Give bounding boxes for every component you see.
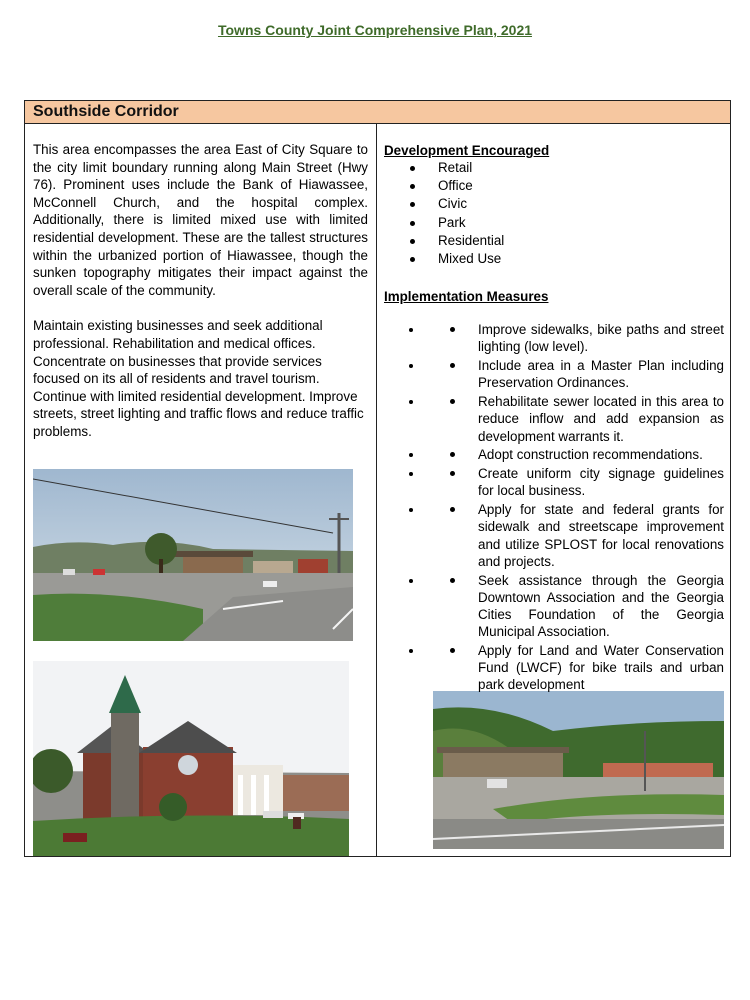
- list-item: Retail: [384, 159, 724, 177]
- plan-table: [24, 100, 731, 857]
- recommendations-paragraph: Maintain existing businesses and seek additional professional. Rehabilitation and medical offices. Concentrate on businesses that provide services focused on its all of residents and travel tourism. Continue with limited residential development. Improve streets, street lighting and traffic flows and reduce traffic problems.: [33, 318, 364, 439]
- column-divider: [376, 124, 377, 856]
- area-description: This area encompasses the area East of City Square to the city limit boundary running along Main Street (Hwy 76). Prominent uses include the Bank of Hiawassee, McConnell Church, and the hospital complex. Additionally, there is limited mixed use with limited residential development. These are the tallest structures within the urbanized portion of Hiawassee, though the sunken topography mitigates their impact against the overall scale of the community.: [33, 142, 368, 298]
- bullet-icon: [450, 452, 455, 457]
- section-title: Southside Corridor: [33, 103, 179, 120]
- list-item: • Seek assistance through the Georgia Downtown Association and the Georgia Cities Foundation of the Georgia Municipal Association.: [424, 572, 724, 641]
- bullet-icon: [410, 184, 415, 189]
- bullet-icon: [410, 239, 415, 244]
- commercial-strip-photo: [433, 691, 724, 849]
- bullet-icon: [410, 202, 415, 207]
- list-item: • Rehabilitate sewer located in this area to reduce inflow and add expansion as development warrants it.: [424, 393, 724, 445]
- list-item: Mixed Use: [384, 250, 724, 268]
- bullet-icon: [450, 507, 455, 512]
- bullet-icon: [450, 327, 455, 332]
- document-header: Towns County Joint Comprehensive Plan, 2021: [217, 22, 533, 38]
- bullet-icon: [450, 399, 455, 404]
- bullet-icon: [450, 363, 455, 368]
- implementation-heading: Implementation Measures: [384, 289, 549, 305]
- bullet-icon: [450, 578, 455, 583]
- list-item: • Adopt construction recommendations.: [424, 446, 724, 463]
- section-title-bar: [25, 101, 730, 124]
- street-intersection-photo: [33, 469, 353, 641]
- description-column: [33, 141, 368, 441]
- implementation-list: [384, 321, 724, 693]
- bullet-icon: [450, 648, 455, 653]
- list-item: Residential: [384, 232, 724, 250]
- list-item: Park: [384, 214, 724, 232]
- list-item: • Apply for state and federal grants for sidewalk and streetscape improvement and utilize SPLOST for local renovations and projects.: [424, 501, 724, 570]
- list-item: • Apply for Land and Water Conservation Fund (LWCF) for bike trails and urban park development: [424, 642, 724, 694]
- list-item: Office: [384, 177, 724, 195]
- measures-column: [384, 142, 724, 710]
- list-item: • Improve sidewalks, bike paths and street lighting (low level).: [424, 321, 724, 355]
- bullet-icon: [410, 257, 415, 262]
- development-heading: Development Encouraged: [384, 143, 550, 158]
- list-item: • Include area in a Master Plan including Preservation Ordinances.: [424, 357, 724, 391]
- bullet-icon: [410, 166, 415, 171]
- church-photo: [33, 661, 349, 856]
- bullet-icon: [410, 221, 415, 226]
- list-item: Civic: [384, 195, 724, 213]
- bullet-icon: [450, 471, 455, 476]
- list-item: • Create uniform city signage guidelines for local business.: [424, 465, 724, 499]
- development-list: [384, 159, 724, 268]
